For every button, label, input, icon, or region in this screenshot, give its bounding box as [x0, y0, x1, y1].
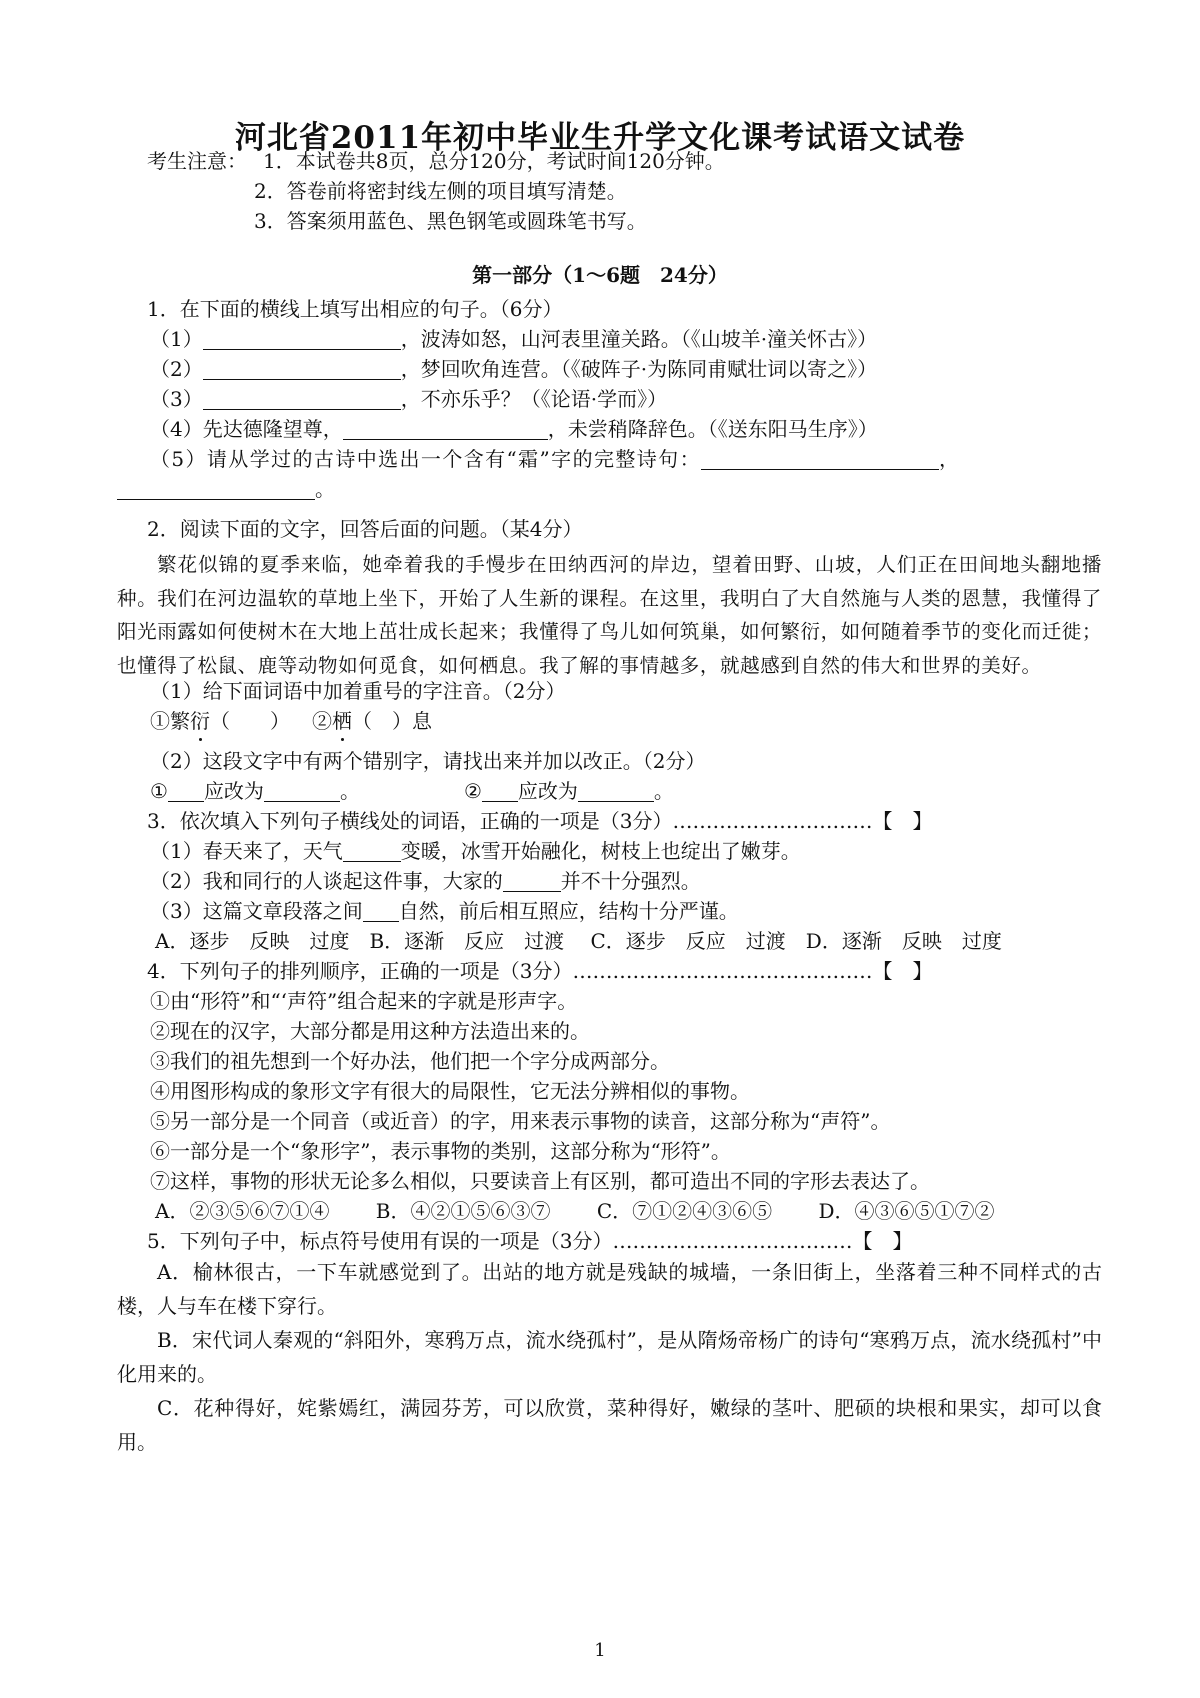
emphasis-char: 栖 [332, 709, 352, 733]
item-label: （5）请从学过的古诗中选出一个含有“霜”字的完整诗句： [150, 447, 701, 471]
question-5-stem: 5．下列句子中，标点符号使用有误的一项是（3分）………………………………【 】 [147, 1229, 913, 1253]
reading-passage: 繁花似锦的夏季来临，她牵着我的手慢步在田纳西河的岸边，望着田野、山坡，人们正在田间地头翻地播种。我们在河边温软的草地上坐下，开始了人生新的课程。在这里，我明白了大自然施与人类的恩慧，我懂得了阳光雨露如何使树木在大地上茁壮成长起来；我懂得了鸟儿如何筑巢，如何繁衍，如何随着季节的变化而迁徙；也懂得了松鼠、鹿等动物如何觅食，如何栖息。我了解的事情越多，就越感到自然的伟大和世界的美好。 [117, 553, 1102, 677]
q3-sentence-3 [150, 896, 1100, 926]
notice-item: 3．答案须用蓝色、黑色钢笔或圆珠笔书写。 [254, 209, 647, 233]
page-number: 1 [594, 1640, 606, 1661]
answer-blank[interactable] [168, 779, 204, 802]
q1-item-4 [150, 414, 1100, 444]
answer-blank[interactable] [203, 387, 401, 410]
q5-option-c: C．花种得好，姹紫嫣红，满园芬芳，可以欣赏，菜种得好，嫩绿的茎叶、肥硕的块根和果实，却可以食用。 [117, 1396, 1102, 1454]
notice-line-1 [147, 146, 1100, 176]
item-text: ， [938, 447, 961, 471]
q2-fix [150, 776, 1100, 806]
answer-blank[interactable] [363, 899, 399, 922]
sentence-text: （1）春天来了，天气 [150, 839, 343, 863]
emphasis-char: 衍 [190, 709, 210, 733]
answer-blank[interactable] [343, 839, 401, 862]
q4-item: ③我们的祖先想到一个好办法，他们把一个字分成两部分。 [150, 1049, 670, 1073]
page-title: 河北省2011年初中毕业生升学文化课考试语文试卷 [234, 120, 966, 156]
answer-bracket[interactable]: （ ）息 [352, 709, 432, 733]
q4-item: ②现在的汉字，大部分都是用这种方法造出来的。 [150, 1019, 590, 1043]
q1-item-3 [150, 384, 1100, 414]
q4-item: ④用图形构成的象形文字有很大的局限性，它无法分辨相似的事物。 [150, 1079, 750, 1103]
question-3-stem: 3．依次填入下列句子横线处的词语，正确的一项是（3分）…………………………【 】 [147, 809, 933, 833]
question-1-stem: 1．在下面的横线上填写出相应的句子。（6分） [147, 297, 563, 321]
q4-item: ⑤另一部分是一个同音（或近音）的字，用来表示事物的读音，这部分称为“声符”。 [150, 1109, 891, 1133]
fix-label: ② [463, 779, 482, 803]
fix-text: 应改为 [203, 779, 264, 803]
answer-blank[interactable] [343, 417, 548, 440]
answer-blank[interactable] [503, 869, 561, 892]
q4-item: ①由“形符”和“‘声符”组合起来的字就是形声字。 [150, 989, 578, 1013]
sentence-text: 并不十分强烈。 [560, 869, 701, 893]
fix-text: 应改为 [517, 779, 578, 803]
q2-sub-2: （2）这段文字中有两个错别字，请找出来并加以改正。（2分） [150, 749, 706, 773]
item-text: ，梦回吹角连营。（《破阵子·为陈同甫赋壮词以寄之》） [400, 357, 878, 381]
q5-option-b: B．宋代词人秦观的“斜阳外，寒鸦万点，流水绕孤村”，是从隋炀帝杨广的诗句“寒鸦万点，流水绕孤村”中化用来的。 [117, 1328, 1102, 1386]
answer-blank[interactable] [203, 357, 401, 380]
answer-bracket[interactable]: （ ） [210, 709, 290, 733]
q4-item: ⑦这样，事物的形状无论多么相似，只要读音上有区别，都可造出不同的字形去表达了。 [150, 1169, 930, 1193]
fix-text: 。 [339, 779, 360, 803]
item-text: ，波涛如怒，山河表里潼关路。（《山坡羊·潼关怀古》） [400, 327, 878, 351]
sentence-text: （2）我和同行的人谈起这件事，大家的 [150, 869, 503, 893]
item-label: （1） [150, 327, 203, 351]
q4-item: ⑥一部分是一个“象形字”，表示事物的类别，这部分称为“形符”。 [150, 1139, 731, 1163]
answer-blank[interactable] [482, 779, 518, 802]
q1-item-5 [150, 444, 1100, 474]
notice-item: 2．答卷前将密封线左侧的项目填写清楚。 [254, 179, 627, 203]
q2-sub-1: （1）给下面词语中加着重号的字注音。（2分） [150, 679, 566, 703]
item-text: 。 [315, 477, 335, 501]
item-label: （2） [150, 357, 203, 381]
question-2-stem: 2．阅读下面的文字，回答后面的问题。（某4分） [147, 517, 583, 541]
fix-text: 。 [653, 779, 674, 803]
answer-blank[interactable] [578, 779, 654, 802]
q3-options: A．逐步 反映 过度 B．逐渐 反应 过渡 C．逐步 反应 过渡 D．逐渐 反映 过度 [155, 929, 1002, 953]
item-text: ，不亦乐乎？（《论语·学而》） [400, 387, 668, 411]
q4-options: A．②③⑤⑥⑦①④ B．④②①⑤⑥③⑦ C．⑦①②④③⑥⑤ D．④③⑥⑤①⑦② [155, 1199, 995, 1223]
question-4-stem: 4．下列句子的排列顺序，正确的一项是（3分）………………………………………【 】 [147, 959, 933, 983]
answer-blank[interactable] [203, 327, 401, 350]
answer-blank[interactable] [264, 779, 340, 802]
section-heading: 第一部分（1～6题 24分） [472, 263, 728, 287]
q5-option-a: A．榆林很古，一下车就感觉到了。出站的地方就是残缺的城墙，一条旧街上，坐落着三种不同样式的古楼，人与车在楼下穿行。 [117, 1260, 1102, 1318]
answer-blank[interactable] [117, 477, 315, 500]
q3-sentence-1 [150, 836, 1100, 866]
sentence-text: 自然，前后相互照应，结构十分严谨。 [398, 899, 739, 923]
word-text: ② [312, 709, 332, 733]
sentence-text: 变暖，冰雪开始融化，树枝上也绽出了嫩芽。 [400, 839, 801, 863]
item-label: （3） [150, 387, 203, 411]
word-text: ①繁 [150, 709, 190, 733]
q3-sentence-2 [150, 866, 1100, 896]
answer-blank[interactable] [701, 447, 939, 470]
item-text: ，未尝稍降辞色。（《送东阳马生序》） [547, 417, 878, 441]
q1-item-5-cont [117, 474, 1100, 504]
item-label: （4）先达德隆望尊， [150, 417, 343, 441]
q1-item-1 [150, 324, 1100, 354]
fix-label: ① [150, 779, 168, 803]
notice-label: 考生注意： [147, 149, 247, 173]
notice-item: 1．本试卷共8页，总分120分，考试时间120分钟。 [263, 149, 725, 173]
sentence-text: （3）这篇文章段落之间 [150, 899, 363, 923]
q2-words [150, 706, 1100, 736]
q1-item-2 [150, 354, 1100, 384]
